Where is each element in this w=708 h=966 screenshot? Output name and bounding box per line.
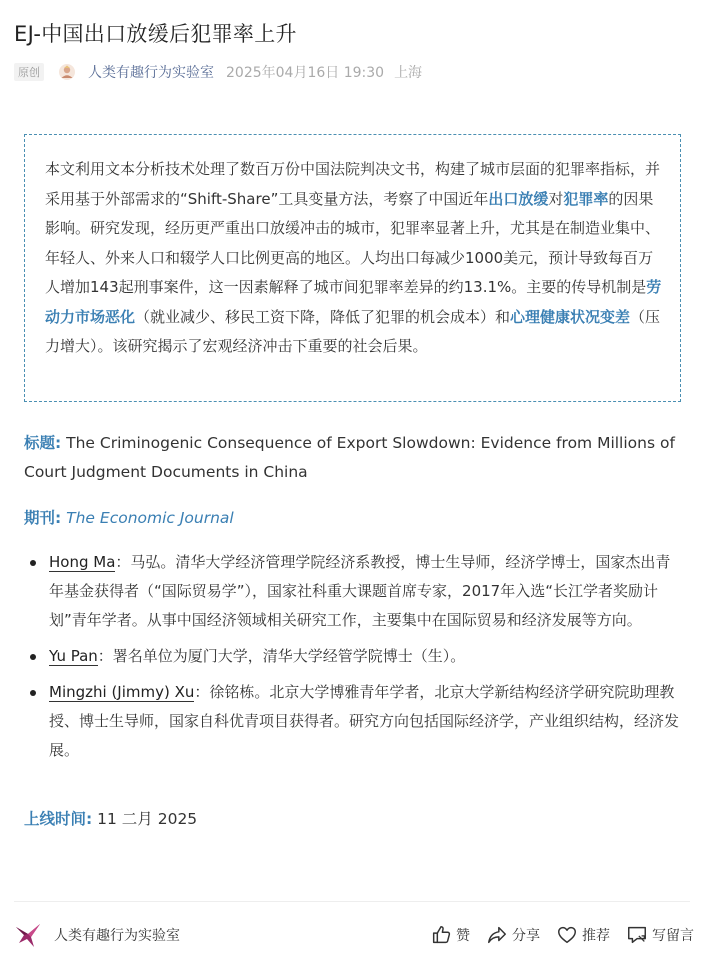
comment-label: 写留言 — [652, 928, 694, 944]
share-icon — [486, 924, 508, 946]
share-button[interactable] — [486, 924, 540, 946]
paper-title-field — [24, 429, 684, 487]
author-item — [24, 548, 684, 635]
brand-logo-icon[interactable] — [14, 921, 42, 949]
online-date-value: 11 二月 2025 — [97, 810, 198, 828]
author-name-link[interactable]: Mingzhi (Jimmy) Xu — [49, 683, 195, 701]
author-description: ：徐铭栋。北京大学博雅青年学者，北京大学新结构经济学研究院助理教授、博士生导师，国家自科优青项目获得者。研究方向包括国际经济学，产业组织结构，经济发展。 — [49, 683, 680, 759]
author-link[interactable]: 人类有趣行为实验室 — [88, 65, 214, 81]
abstract-highlight: 心理健康状况变差 — [510, 307, 631, 326]
author-description: ：马弘。清华大学经济管理学院经济系教授，博士生导师，经济学博士，国家杰出青年基金获得者（“国际贸易学”），国家社科重大课题首席专家，2017年入选“长江学者奖励计划”青年学者。从事中国经济领域相关研究工作，主要集中在国际贸易和经济发展等方向。 — [49, 553, 671, 629]
article-footer — [14, 918, 694, 952]
abstract-text: （就业减少、移民工资下降，降低了犯罪的机会成本）和 — [135, 307, 511, 326]
thumb-up-icon — [430, 924, 452, 946]
abstract-text: 的因果影响。研究发现，经历更严重出口放缓冲击的城市，犯罪率显著上升，尤其是在制造业集中、年轻人、外来人口和辍学人口比例更高的地区。人均出口每减少1000美元，预计导致每百万人增加143起刑事案件，这一因素解释了城市间犯罪率差异的约13.1%。主要的传导机制是 — [45, 189, 661, 296]
author-item — [24, 678, 684, 765]
author-description: ：署名单位为厦门大学，清华大学经管学院博士（生）。 — [97, 647, 466, 665]
abstract-highlight: 犯罪率 — [563, 189, 609, 208]
publish-date: 2025年04月16日 19:30 — [226, 65, 385, 81]
paper-title-label: 标题: — [24, 434, 62, 452]
paper-title-value: The Criminogenic Consequence of Export Slowdown: Evidence from Millions of Court Judgment Documents in China — [24, 434, 675, 481]
share-label: 分享 — [512, 928, 540, 944]
abstract-highlight: 出口放缓 — [488, 189, 549, 208]
comment-button[interactable] — [626, 924, 694, 946]
journal-label: 期刊: — [24, 509, 62, 527]
abstract-text: 对 — [548, 189, 564, 208]
article-title: EJ-中国出口放缓后犯罪率上升 — [14, 22, 297, 46]
recommend-button[interactable] — [556, 924, 610, 946]
abstract-highlight: 劳动力市场恶化 — [45, 278, 662, 326]
original-tag: 原创 — [14, 63, 44, 81]
publish-location: 上海 — [394, 65, 423, 81]
author-list — [24, 548, 684, 772]
abstract-text: （压力增大）。该研究揭示了宏观经济冲击下重要的社会后果。 — [45, 307, 661, 355]
author-name-link[interactable]: Hong Ma — [49, 553, 116, 571]
online-date-label: 上线时间: — [24, 810, 93, 828]
author-name-link[interactable]: Yu Pan — [49, 647, 98, 665]
article-meta — [14, 62, 422, 82]
abstract-text: 本文利用文本分析技术处理了数百万份中国法院判决文书，构建了城市层面的犯罪率指标，并采用基于外部需求的“Shift-Share”工具变量方法，考察了中国近年 — [45, 160, 661, 208]
footer-account-name[interactable]: 人类有趣行为实验室 — [54, 928, 180, 944]
like-button[interactable] — [430, 924, 470, 946]
footer-actions — [414, 924, 694, 946]
heart-icon — [556, 924, 578, 946]
footer-divider — [14, 901, 690, 902]
author-item — [24, 642, 684, 671]
journal-value: The Economic Journal — [66, 509, 234, 527]
journal-field — [24, 504, 234, 533]
like-label: 赞 — [456, 928, 470, 944]
comment-icon — [626, 924, 648, 946]
recommend-label: 推荐 — [582, 928, 610, 944]
avatar-icon[interactable] — [58, 63, 76, 81]
online-date-field — [24, 805, 197, 834]
abstract-box — [24, 134, 681, 402]
